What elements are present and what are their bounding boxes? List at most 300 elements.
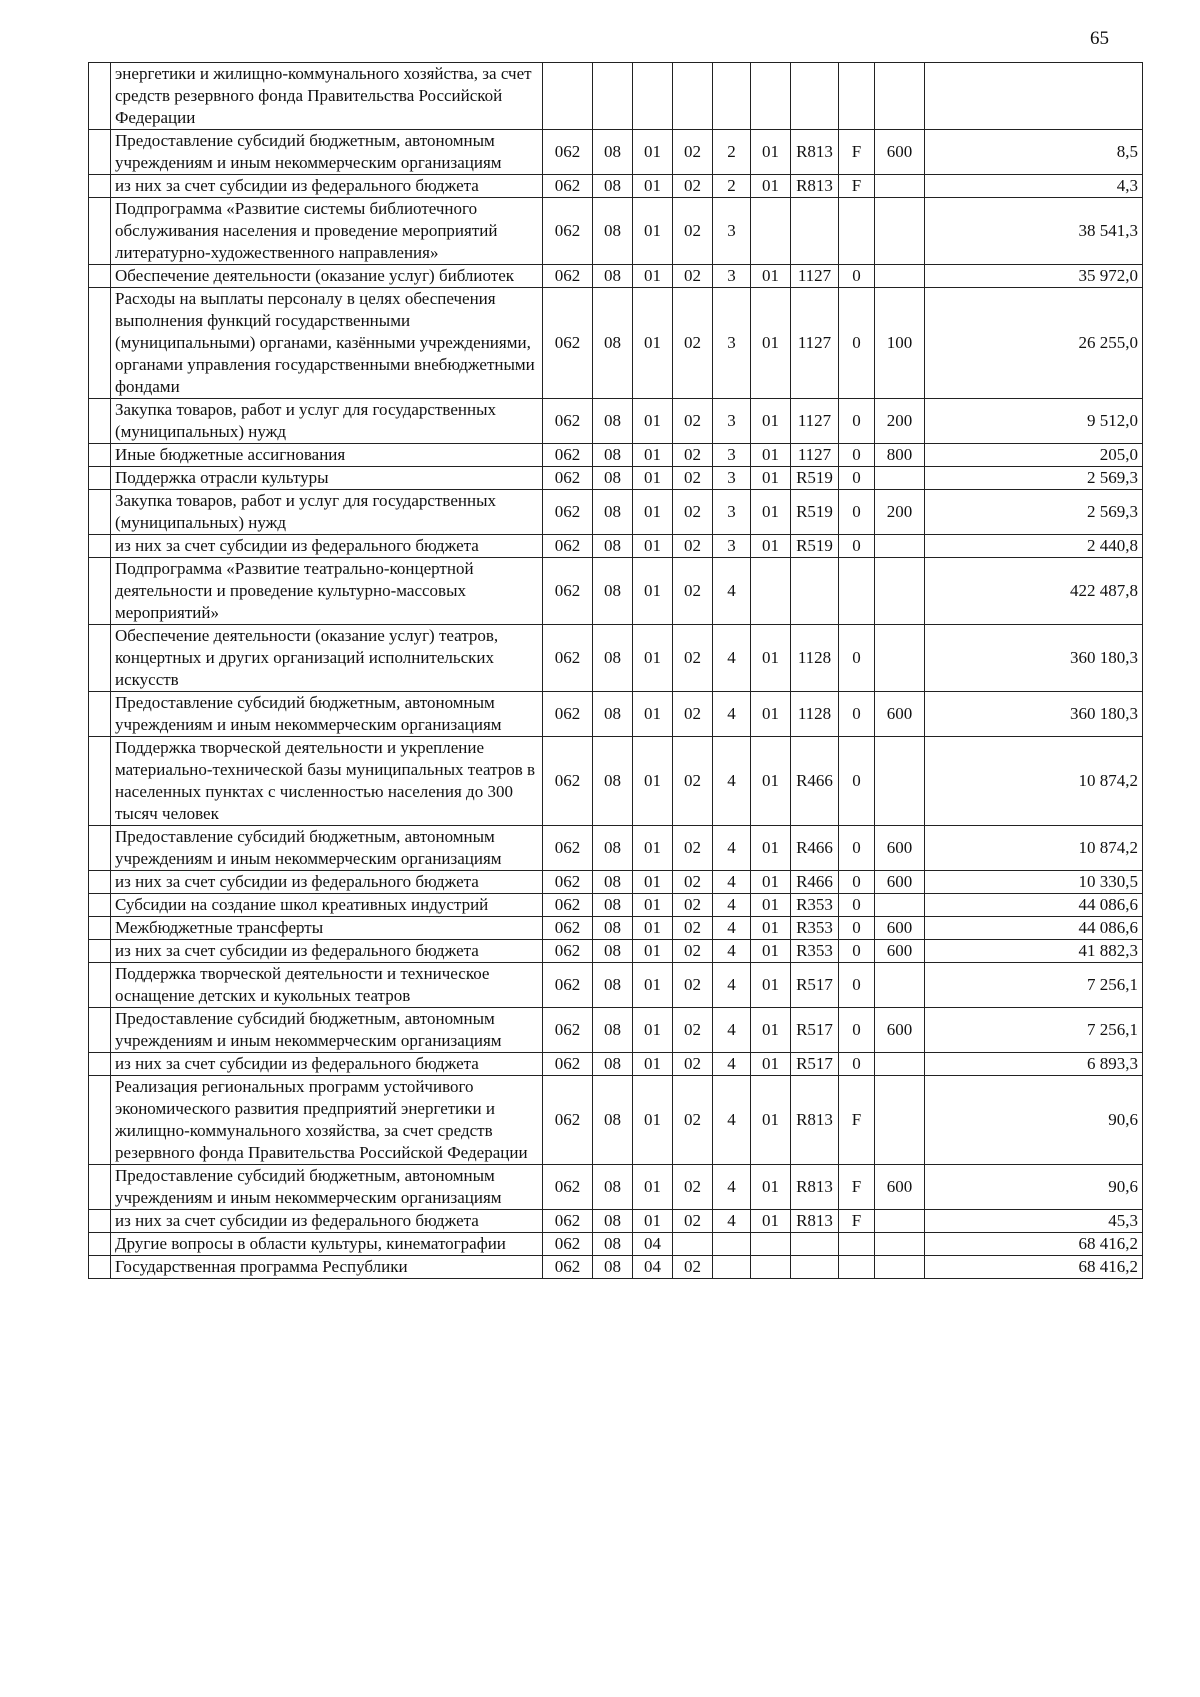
code-om xyxy=(751,558,791,625)
code-pp: 3 xyxy=(713,288,751,399)
row-sum: 90,6 xyxy=(925,1076,1143,1165)
row-sum: 7 256,1 xyxy=(925,1008,1143,1053)
code-ved: 062 xyxy=(543,963,593,1008)
code-pp: 3 xyxy=(713,198,751,265)
code-om xyxy=(751,198,791,265)
row-sum: 35 972,0 xyxy=(925,265,1143,288)
code-dir: R517 xyxy=(791,963,839,1008)
table-row xyxy=(89,1256,1143,1279)
code-dir xyxy=(791,558,839,625)
code-dir: 1127 xyxy=(791,444,839,467)
code-pr: 01 xyxy=(633,871,673,894)
code-f xyxy=(839,63,875,130)
row-name: Закупка товаров, работ и услуг для государственных (муниципальных) нужд xyxy=(111,399,543,444)
row-sum: 2 569,3 xyxy=(925,467,1143,490)
code-f: 0 xyxy=(839,940,875,963)
code-dir: R353 xyxy=(791,894,839,917)
code-ved: 062 xyxy=(543,871,593,894)
code-om: 01 xyxy=(751,940,791,963)
code-f: 0 xyxy=(839,826,875,871)
row-name: Поддержка творческой деятельности и укрепление материально-технической базы муниципальных театров в населенных пунктах с численностью населения до 300 тысяч человек xyxy=(111,737,543,826)
code-pr: 01 xyxy=(633,1053,673,1076)
code-gp: 02 xyxy=(673,175,713,198)
code-vr: 600 xyxy=(875,1008,925,1053)
code-vr xyxy=(875,467,925,490)
code-f: 0 xyxy=(839,467,875,490)
code-rz: 08 xyxy=(593,963,633,1008)
code-gp: 02 xyxy=(673,1076,713,1165)
code-vr: 600 xyxy=(875,940,925,963)
row-name: из них за счет субсидии из федерального бюджета xyxy=(111,1210,543,1233)
code-ved: 062 xyxy=(543,1053,593,1076)
code-om: 01 xyxy=(751,175,791,198)
row-marker-cell xyxy=(89,288,111,399)
code-pp: 4 xyxy=(713,625,751,692)
code-gp: 02 xyxy=(673,737,713,826)
row-sum: 45,3 xyxy=(925,1210,1143,1233)
code-gp: 02 xyxy=(673,288,713,399)
code-pp: 4 xyxy=(713,1165,751,1210)
table-row xyxy=(89,871,1143,894)
table-row xyxy=(89,1165,1143,1210)
table-row xyxy=(89,63,1143,130)
row-name: Межбюджетные трансферты xyxy=(111,917,543,940)
row-marker-cell xyxy=(89,399,111,444)
code-om: 01 xyxy=(751,444,791,467)
code-pp: 4 xyxy=(713,871,751,894)
code-pp: 4 xyxy=(713,1008,751,1053)
code-f: 0 xyxy=(839,963,875,1008)
code-om: 01 xyxy=(751,1053,791,1076)
code-pr: 01 xyxy=(633,198,673,265)
code-pr: 01 xyxy=(633,692,673,737)
row-marker-cell xyxy=(89,1053,111,1076)
row-marker-cell xyxy=(89,175,111,198)
code-rz: 08 xyxy=(593,175,633,198)
code-gp: 02 xyxy=(673,1210,713,1233)
code-pp: 3 xyxy=(713,444,751,467)
code-dir: R466 xyxy=(791,737,839,826)
code-rz: 08 xyxy=(593,737,633,826)
row-marker-cell xyxy=(89,1256,111,1279)
code-f: 0 xyxy=(839,894,875,917)
code-gp: 02 xyxy=(673,535,713,558)
code-gp: 02 xyxy=(673,963,713,1008)
code-f: 0 xyxy=(839,917,875,940)
code-gp: 02 xyxy=(673,1008,713,1053)
code-rz: 08 xyxy=(593,692,633,737)
code-dir: R517 xyxy=(791,1053,839,1076)
code-vr: 600 xyxy=(875,130,925,175)
code-pr: 01 xyxy=(633,399,673,444)
row-sum: 38 541,3 xyxy=(925,198,1143,265)
row-name: из них за счет субсидии из федерального бюджета xyxy=(111,871,543,894)
code-vr xyxy=(875,63,925,130)
code-vr xyxy=(875,1256,925,1279)
code-gp: 02 xyxy=(673,894,713,917)
code-f: 0 xyxy=(839,288,875,399)
row-name: Предоставление субсидий бюджетным, автономным учреждениям и иным некоммерческим организациям xyxy=(111,1165,543,1210)
row-sum: 44 086,6 xyxy=(925,894,1143,917)
code-om: 01 xyxy=(751,535,791,558)
code-f: 0 xyxy=(839,737,875,826)
code-f: 0 xyxy=(839,1053,875,1076)
code-pp: 3 xyxy=(713,399,751,444)
code-om: 01 xyxy=(751,490,791,535)
row-marker-cell xyxy=(89,63,111,130)
code-om: 01 xyxy=(751,399,791,444)
code-f: 0 xyxy=(839,692,875,737)
code-rz: 08 xyxy=(593,130,633,175)
code-gp: 02 xyxy=(673,871,713,894)
row-name: энергетики и жилищно-коммунального хозяйства, за счет средств резервного фонда Правительства Российской Федерации xyxy=(111,63,543,130)
code-gp: 02 xyxy=(673,1053,713,1076)
code-pp: 4 xyxy=(713,1076,751,1165)
row-sum: 205,0 xyxy=(925,444,1143,467)
code-rz: 08 xyxy=(593,467,633,490)
table-row xyxy=(89,1210,1143,1233)
code-gp: 02 xyxy=(673,1165,713,1210)
row-sum: 9 512,0 xyxy=(925,399,1143,444)
code-om: 01 xyxy=(751,130,791,175)
row-name: из них за счет субсидии из федерального бюджета xyxy=(111,1053,543,1076)
code-f xyxy=(839,558,875,625)
code-f: F xyxy=(839,175,875,198)
code-ved: 062 xyxy=(543,894,593,917)
code-ved: 062 xyxy=(543,737,593,826)
code-pp: 4 xyxy=(713,692,751,737)
code-rz: 08 xyxy=(593,1233,633,1256)
code-om: 01 xyxy=(751,871,791,894)
row-marker-cell xyxy=(89,737,111,826)
code-ved: 062 xyxy=(543,692,593,737)
code-rz: 08 xyxy=(593,871,633,894)
code-rz: 08 xyxy=(593,265,633,288)
code-ved: 062 xyxy=(543,265,593,288)
code-dir xyxy=(791,198,839,265)
code-pr xyxy=(633,63,673,130)
row-name: Поддержка творческой деятельности и техническое оснащение детских и кукольных театров xyxy=(111,963,543,1008)
code-pp: 4 xyxy=(713,894,751,917)
row-name: Субсидии на создание школ креативных индустрий xyxy=(111,894,543,917)
code-f: F xyxy=(839,130,875,175)
code-dir: R517 xyxy=(791,1008,839,1053)
table-row xyxy=(89,1053,1143,1076)
code-vr: 100 xyxy=(875,288,925,399)
code-pr: 01 xyxy=(633,558,673,625)
row-marker-cell xyxy=(89,1008,111,1053)
code-dir: R466 xyxy=(791,826,839,871)
code-gp: 02 xyxy=(673,490,713,535)
row-marker-cell xyxy=(89,444,111,467)
table-row xyxy=(89,444,1143,467)
row-marker-cell xyxy=(89,1076,111,1165)
code-pr: 01 xyxy=(633,130,673,175)
code-gp xyxy=(673,1233,713,1256)
code-vr xyxy=(875,625,925,692)
code-dir: 1127 xyxy=(791,399,839,444)
row-sum: 8,5 xyxy=(925,130,1143,175)
code-rz: 08 xyxy=(593,535,633,558)
code-vr xyxy=(875,175,925,198)
table-row xyxy=(89,558,1143,625)
code-vr: 600 xyxy=(875,917,925,940)
code-dir: 1128 xyxy=(791,625,839,692)
table-row xyxy=(89,1076,1143,1165)
code-pr: 01 xyxy=(633,625,673,692)
code-rz: 08 xyxy=(593,1165,633,1210)
code-pp: 3 xyxy=(713,265,751,288)
code-om: 01 xyxy=(751,265,791,288)
code-rz: 08 xyxy=(593,917,633,940)
row-marker-cell xyxy=(89,535,111,558)
row-name: Обеспечение деятельности (оказание услуг) библиотек xyxy=(111,265,543,288)
row-marker-cell xyxy=(89,265,111,288)
code-pr: 01 xyxy=(633,535,673,558)
row-name: из них за счет субсидии из федерального бюджета xyxy=(111,175,543,198)
code-om: 01 xyxy=(751,1165,791,1210)
code-gp: 02 xyxy=(673,625,713,692)
row-sum: 422 487,8 xyxy=(925,558,1143,625)
code-vr: 600 xyxy=(875,692,925,737)
row-marker-cell xyxy=(89,558,111,625)
code-f: 0 xyxy=(839,265,875,288)
code-gp: 02 xyxy=(673,940,713,963)
code-vr xyxy=(875,894,925,917)
code-rz: 08 xyxy=(593,625,633,692)
code-gp: 02 xyxy=(673,399,713,444)
code-dir xyxy=(791,1256,839,1279)
code-vr xyxy=(875,963,925,1008)
code-gp: 02 xyxy=(673,198,713,265)
row-sum: 68 416,2 xyxy=(925,1233,1143,1256)
code-pr: 01 xyxy=(633,1165,673,1210)
row-marker-cell xyxy=(89,130,111,175)
table-row xyxy=(89,175,1143,198)
code-rz: 08 xyxy=(593,1210,633,1233)
row-sum: 360 180,3 xyxy=(925,692,1143,737)
code-ved: 062 xyxy=(543,917,593,940)
row-sum: 10 874,2 xyxy=(925,826,1143,871)
code-om xyxy=(751,1256,791,1279)
code-f: F xyxy=(839,1210,875,1233)
table-row xyxy=(89,490,1143,535)
row-marker-cell xyxy=(89,625,111,692)
code-pp: 4 xyxy=(713,558,751,625)
code-rz: 08 xyxy=(593,1053,633,1076)
row-marker-cell xyxy=(89,1233,111,1256)
code-pp: 4 xyxy=(713,940,751,963)
code-f: F xyxy=(839,1076,875,1165)
code-vr: 600 xyxy=(875,826,925,871)
row-sum: 10 330,5 xyxy=(925,871,1143,894)
code-f xyxy=(839,1233,875,1256)
code-vr xyxy=(875,737,925,826)
code-om: 01 xyxy=(751,1008,791,1053)
row-marker-cell xyxy=(89,917,111,940)
code-dir: R813 xyxy=(791,1076,839,1165)
code-pp xyxy=(713,63,751,130)
code-pr: 01 xyxy=(633,467,673,490)
row-sum: 360 180,3 xyxy=(925,625,1143,692)
code-vr xyxy=(875,1053,925,1076)
code-dir xyxy=(791,1233,839,1256)
row-name: из них за счет субсидии из федерального бюджета xyxy=(111,535,543,558)
table-row xyxy=(89,1008,1143,1053)
row-name: Обеспечение деятельности (оказание услуг) театров, концертных и других организаций исполнительских искусств xyxy=(111,625,543,692)
table-row xyxy=(89,288,1143,399)
code-ved: 062 xyxy=(543,1233,593,1256)
code-vr: 200 xyxy=(875,490,925,535)
row-marker-cell xyxy=(89,940,111,963)
code-gp: 02 xyxy=(673,558,713,625)
code-dir: R813 xyxy=(791,175,839,198)
table-row xyxy=(89,467,1143,490)
row-name: Предоставление субсидий бюджетным, автономным учреждениям и иным некоммерческим организациям xyxy=(111,1008,543,1053)
code-pr: 01 xyxy=(633,265,673,288)
table-row xyxy=(89,625,1143,692)
code-ved: 062 xyxy=(543,535,593,558)
row-marker-cell xyxy=(89,1210,111,1233)
code-ved: 062 xyxy=(543,1165,593,1210)
row-sum: 41 882,3 xyxy=(925,940,1143,963)
code-gp: 02 xyxy=(673,1256,713,1279)
table-row xyxy=(89,265,1143,288)
code-dir xyxy=(791,63,839,130)
code-pr: 01 xyxy=(633,288,673,399)
code-dir: R519 xyxy=(791,490,839,535)
code-ved: 062 xyxy=(543,1076,593,1165)
table-row xyxy=(89,399,1143,444)
table-row xyxy=(89,826,1143,871)
code-vr xyxy=(875,198,925,265)
code-dir: 1127 xyxy=(791,288,839,399)
code-pr: 01 xyxy=(633,963,673,1008)
row-name: Подпрограмма «Развитие театрально-концертной деятельности и проведение культурно-массовых мероприятий» xyxy=(111,558,543,625)
code-dir: R353 xyxy=(791,940,839,963)
code-dir: 1128 xyxy=(791,692,839,737)
code-ved: 062 xyxy=(543,198,593,265)
table-row xyxy=(89,535,1143,558)
code-dir: R813 xyxy=(791,130,839,175)
code-rz: 08 xyxy=(593,399,633,444)
code-f: 0 xyxy=(839,490,875,535)
code-ved: 062 xyxy=(543,130,593,175)
code-ved: 062 xyxy=(543,826,593,871)
code-f: 0 xyxy=(839,535,875,558)
table-row xyxy=(89,1233,1143,1256)
code-om: 01 xyxy=(751,826,791,871)
code-gp: 02 xyxy=(673,917,713,940)
code-rz: 08 xyxy=(593,826,633,871)
row-name: Предоставление субсидий бюджетным, автономным учреждениям и иным некоммерческим организациям xyxy=(111,692,543,737)
code-f: 0 xyxy=(839,399,875,444)
code-pp: 2 xyxy=(713,175,751,198)
table-row xyxy=(89,737,1143,826)
row-sum: 2 569,3 xyxy=(925,490,1143,535)
row-sum: 10 874,2 xyxy=(925,737,1143,826)
table-row xyxy=(89,940,1143,963)
code-pp: 4 xyxy=(713,917,751,940)
row-sum: 6 893,3 xyxy=(925,1053,1143,1076)
code-ved: 062 xyxy=(543,288,593,399)
code-vr xyxy=(875,535,925,558)
table-row xyxy=(89,692,1143,737)
row-marker-cell xyxy=(89,467,111,490)
code-dir: R519 xyxy=(791,467,839,490)
code-pr: 01 xyxy=(633,737,673,826)
row-marker-cell xyxy=(89,1165,111,1210)
code-f xyxy=(839,198,875,265)
code-pr: 01 xyxy=(633,826,673,871)
code-rz: 08 xyxy=(593,1256,633,1279)
code-om: 01 xyxy=(751,625,791,692)
code-ved: 062 xyxy=(543,175,593,198)
code-dir: 1127 xyxy=(791,265,839,288)
code-ved xyxy=(543,63,593,130)
code-pr: 01 xyxy=(633,894,673,917)
table-row xyxy=(89,130,1143,175)
code-ved: 062 xyxy=(543,1210,593,1233)
code-gp: 02 xyxy=(673,130,713,175)
code-pr: 04 xyxy=(633,1233,673,1256)
code-dir: R813 xyxy=(791,1210,839,1233)
code-pr: 01 xyxy=(633,917,673,940)
code-pr: 01 xyxy=(633,175,673,198)
code-rz: 08 xyxy=(593,444,633,467)
code-rz: 08 xyxy=(593,894,633,917)
code-f: 0 xyxy=(839,871,875,894)
code-om: 01 xyxy=(751,917,791,940)
code-om xyxy=(751,1233,791,1256)
code-pr: 01 xyxy=(633,940,673,963)
code-rz: 08 xyxy=(593,1008,633,1053)
budget-table xyxy=(88,62,1143,1279)
code-f: 0 xyxy=(839,625,875,692)
code-rz: 08 xyxy=(593,1076,633,1165)
code-pr: 01 xyxy=(633,1076,673,1165)
code-f: 0 xyxy=(839,444,875,467)
row-sum: 26 255,0 xyxy=(925,288,1143,399)
row-name: Другие вопросы в области культуры, кинематографии xyxy=(111,1233,543,1256)
code-om: 01 xyxy=(751,1076,791,1165)
code-ved: 062 xyxy=(543,940,593,963)
code-ved: 062 xyxy=(543,399,593,444)
row-marker-cell xyxy=(89,894,111,917)
row-name: Расходы на выплаты персоналу в целях обеспечения выполнения функций государственными (муниципальными) органами, казёнными учреждениями, органами управления государственными внебюджетными фондами xyxy=(111,288,543,399)
code-om: 01 xyxy=(751,1210,791,1233)
row-name: Поддержка отрасли культуры xyxy=(111,467,543,490)
code-pp: 4 xyxy=(713,826,751,871)
page-number: 65 xyxy=(1090,28,1109,49)
row-marker-cell xyxy=(89,490,111,535)
code-rz: 08 xyxy=(593,558,633,625)
code-om: 01 xyxy=(751,467,791,490)
code-pr: 01 xyxy=(633,490,673,535)
code-ved: 062 xyxy=(543,1008,593,1053)
code-pp: 3 xyxy=(713,467,751,490)
code-pp: 2 xyxy=(713,130,751,175)
code-vr xyxy=(875,558,925,625)
row-name: Предоставление субсидий бюджетным, автономным учреждениям и иным некоммерческим организациям xyxy=(111,130,543,175)
row-marker-cell xyxy=(89,963,111,1008)
code-dir: R519 xyxy=(791,535,839,558)
row-sum: 2 440,8 xyxy=(925,535,1143,558)
code-pp: 3 xyxy=(713,490,751,535)
code-gp: 02 xyxy=(673,444,713,467)
code-pp: 3 xyxy=(713,535,751,558)
code-gp: 02 xyxy=(673,692,713,737)
